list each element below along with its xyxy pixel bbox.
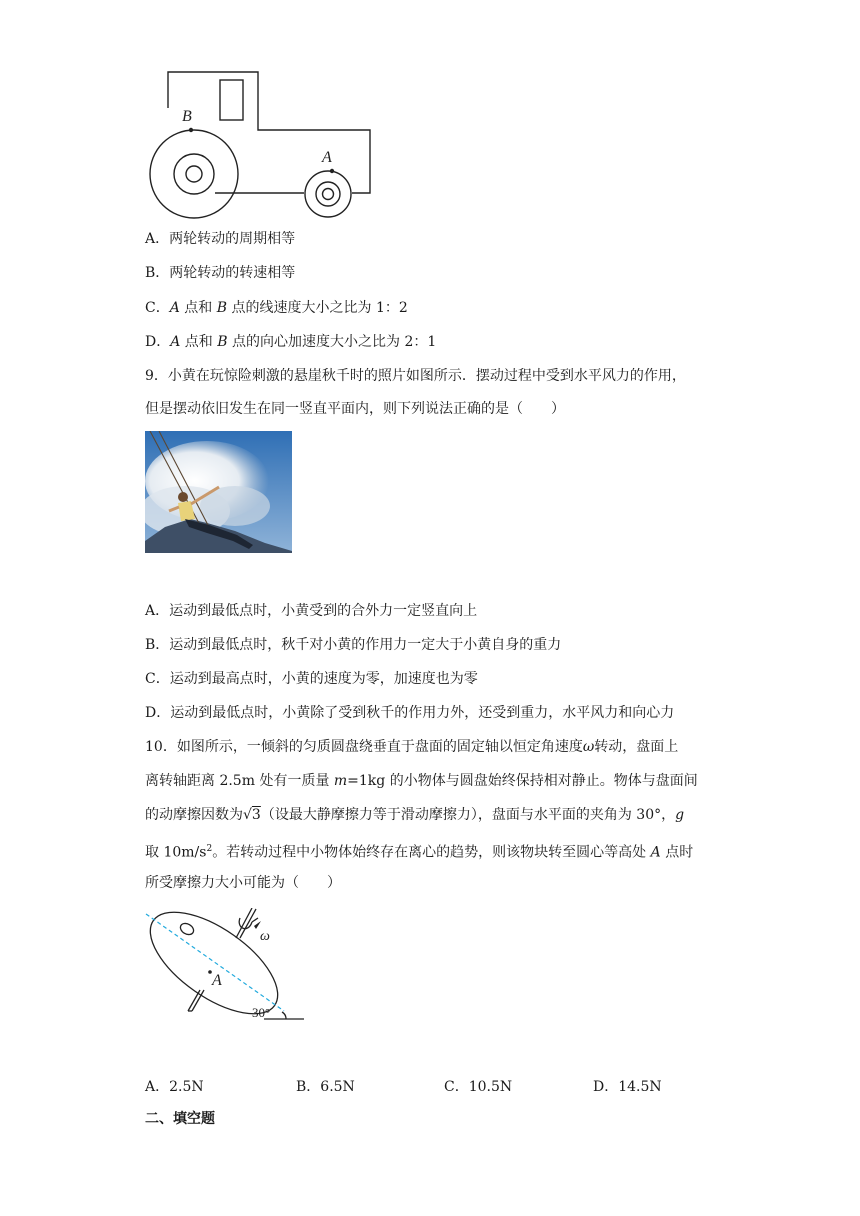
fig-omega: ω xyxy=(260,929,270,944)
tilted-disk-figure xyxy=(140,908,310,1026)
q9-option-c[interactable]: C．运动到最高点时，小黄的速度为零，加速度也为零 xyxy=(145,671,478,687)
q10-option-b[interactable]: B．6.5N xyxy=(296,1079,355,1095)
q8-option-b[interactable]: B．两轮转动的转速相等 xyxy=(145,265,296,281)
label-b: B xyxy=(182,108,192,125)
q10-stem-line4: 取 $10m/s^2$。若转动过程中小物体始终存在离心的趋势，则该物块转至圆心等高处 A 点时 xyxy=(145,844,694,861)
q10-option-c[interactable]: C．10.5N xyxy=(444,1079,513,1095)
label-a: A xyxy=(322,149,332,166)
q9-stem-line2: 但是摆动依旧发生在同一竖直平面内，则下列说法正确的是（ ） xyxy=(145,401,565,417)
q8-option-d[interactable]: D．A 点和 B 点的向心加速度大小之比为 2：1 xyxy=(145,334,437,350)
q9-option-d[interactable]: D．运动到最低点时，小黄除了受到秋千的作用力外，还受到重力，水平风力和向心力 xyxy=(145,705,675,721)
q8-option-c[interactable]: C．A 点和 B 点的线速度大小之比为 1：2 xyxy=(145,300,408,316)
q9-option-b[interactable]: B．运动到最低点时，秋千对小黄的作用力一定大于小黄自身的重力 xyxy=(145,637,562,653)
q10-option-a[interactable]: A．2.5N xyxy=(145,1079,204,1095)
fig-point-a: A xyxy=(212,972,222,989)
q10-stem-line2: 离转轴距离 2.5m 处有一质量 m=1kg 的小物体与圆盘始终保持相对静止。物体与盘面间 xyxy=(145,773,698,789)
q10-option-d[interactable]: D．14.5N xyxy=(593,1079,662,1095)
q10-stem-line1: 10．如图所示，一倾斜的匀质圆盘绕垂直于盘面的固定轴以恒定角速度ω转动，盘面上 xyxy=(145,739,679,755)
q9-option-a[interactable]: A．运动到最低点时，小黄受到的合外力一定竖直向上 xyxy=(145,603,478,619)
q10-stem-line5: 所受摩擦力大小可能为（ ） xyxy=(145,875,341,891)
fig-angle: 30° xyxy=(252,1005,271,1020)
swing-photo xyxy=(145,431,292,553)
section-title: 二、填空题 xyxy=(145,1111,215,1127)
q8-option-a[interactable]: A．两轮转动的周期相等 xyxy=(145,231,296,247)
q9-stem-line1: 9．小黄在玩惊险刺激的悬崖秋千时的照片如图所示．摆动过程中受到水平风力的作用， xyxy=(145,368,686,384)
q10-stem-line3: 的动摩擦因数为√3（设最大静摩擦力等于滑动摩擦力），盘面与水平面的夹角为 30°，g xyxy=(145,807,685,823)
tractor-figure xyxy=(140,64,380,220)
sqrt-symbol: √ xyxy=(243,807,252,823)
